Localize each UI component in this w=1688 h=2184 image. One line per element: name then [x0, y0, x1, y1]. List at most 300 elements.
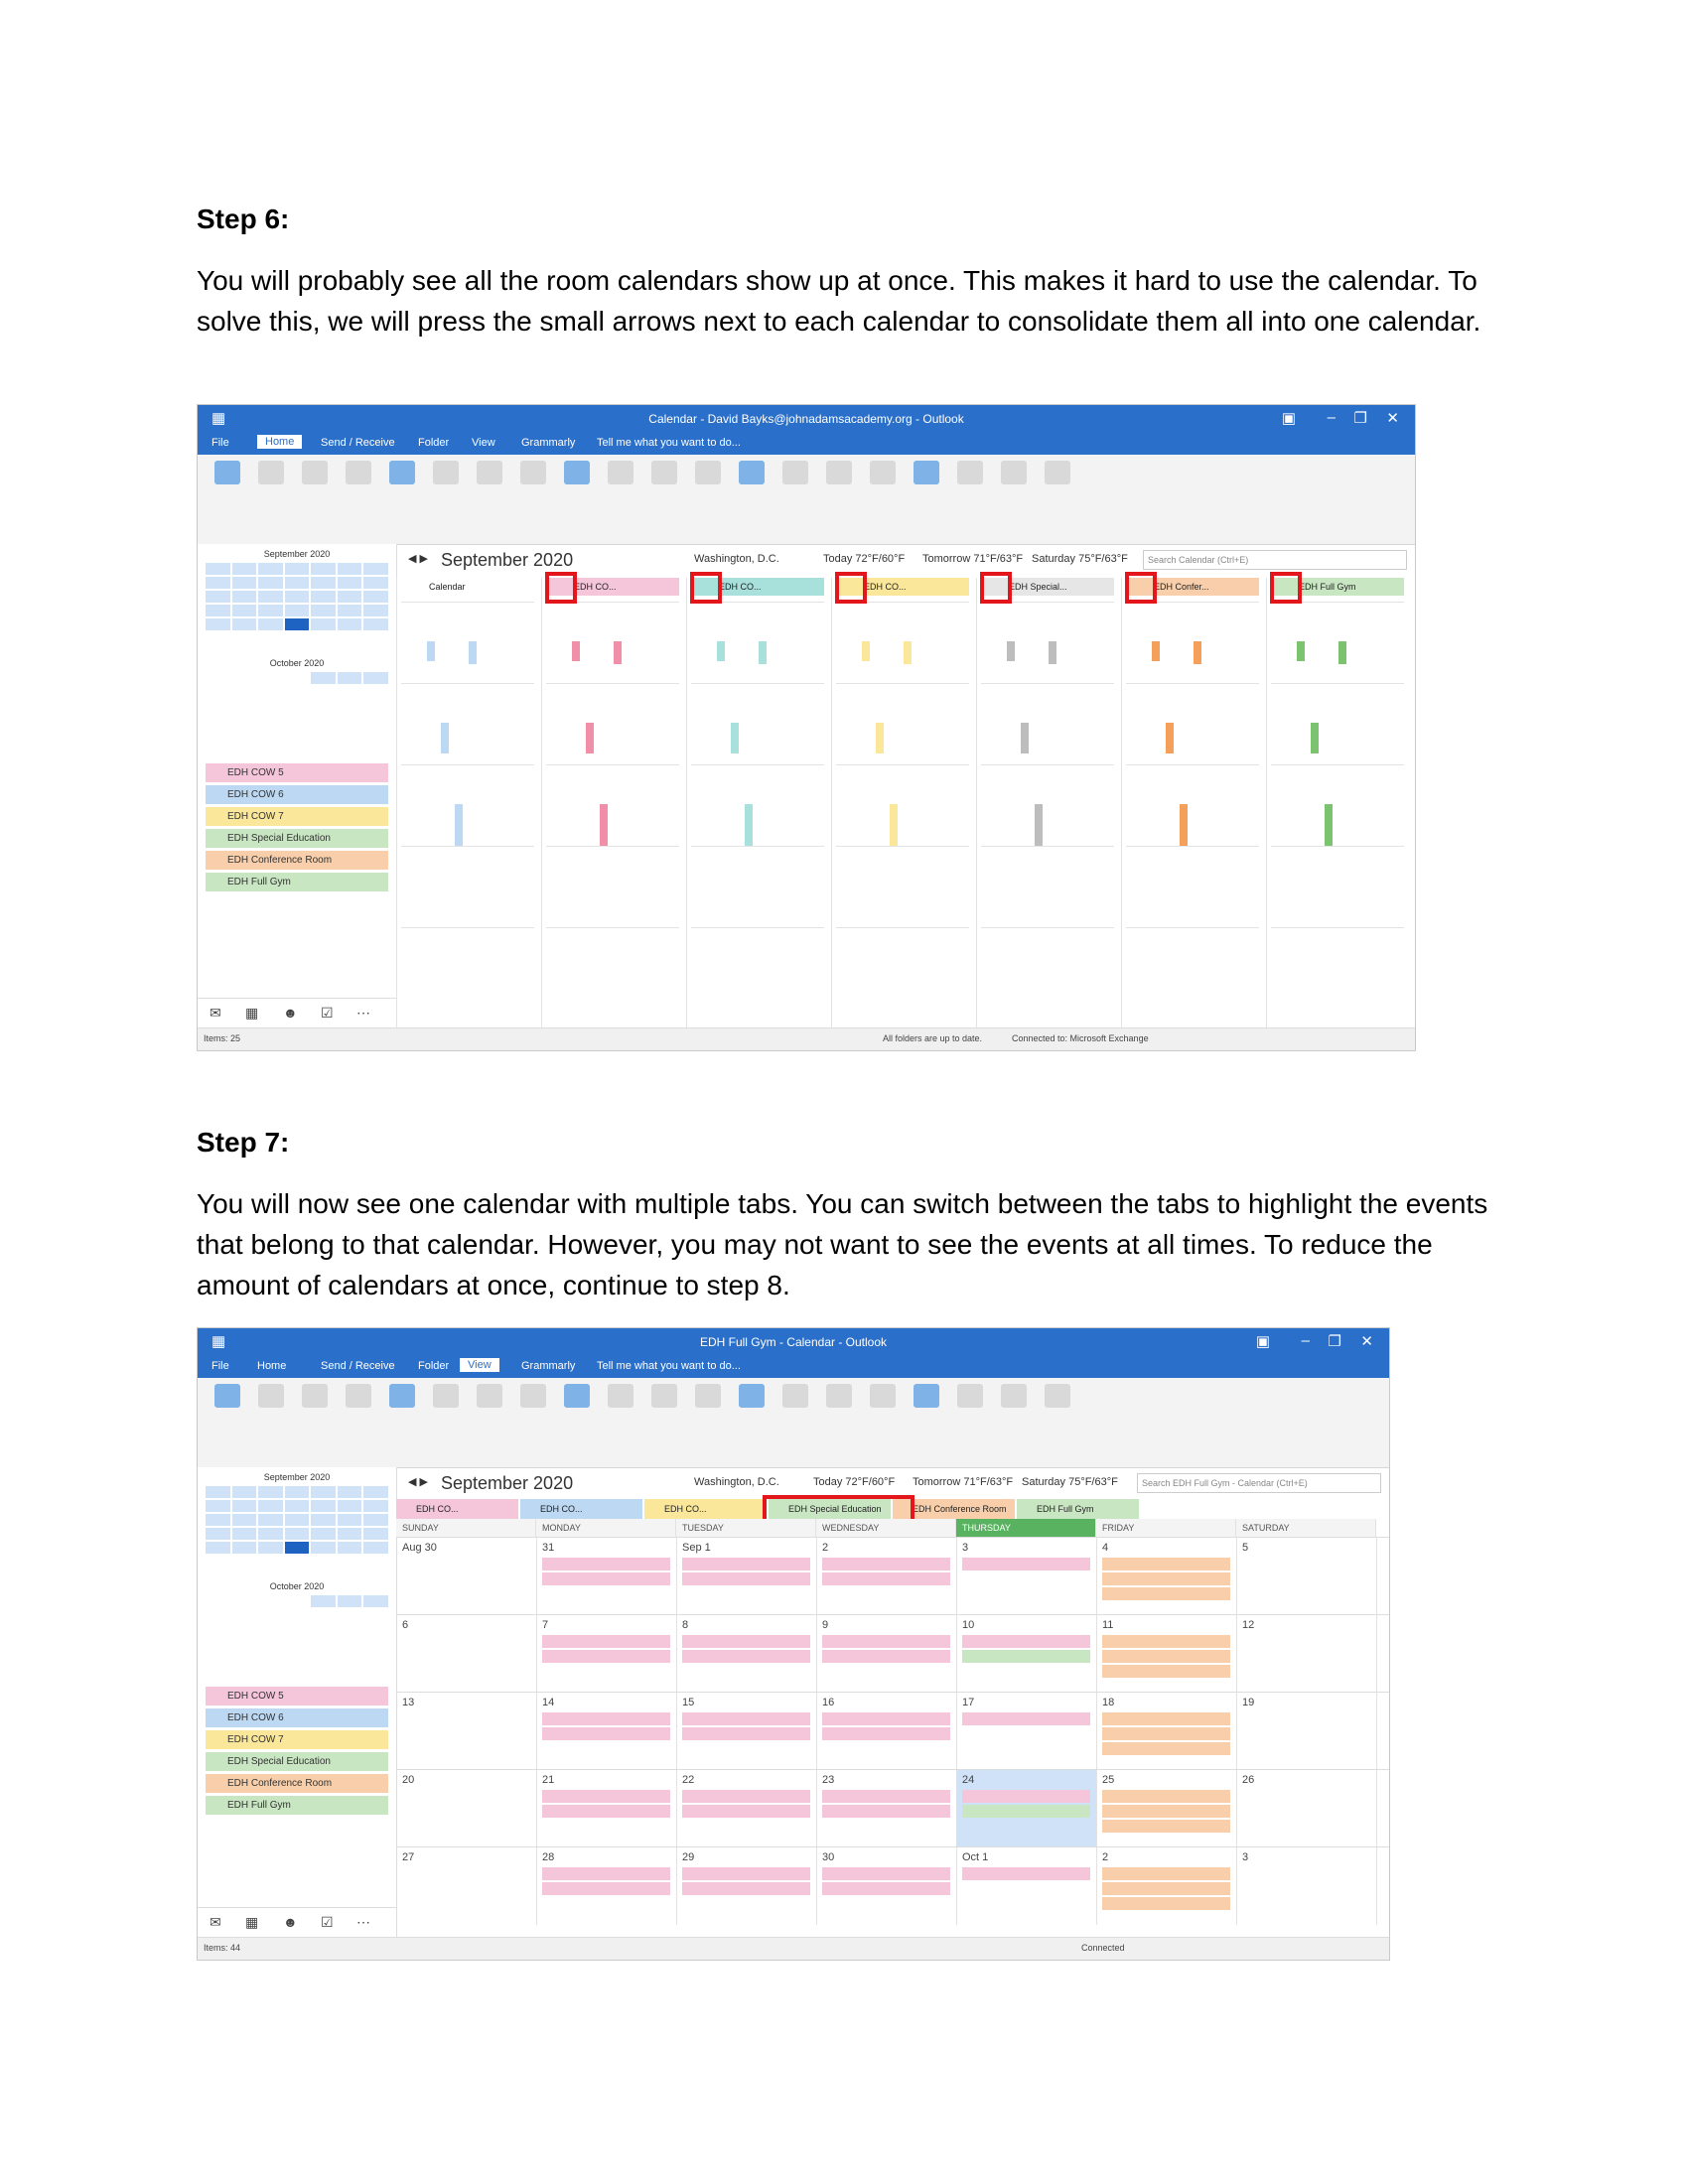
mini-day[interactable]: [258, 605, 283, 616]
restore-icon[interactable]: ❐: [1353, 410, 1367, 427]
calendar-event[interactable]: [1102, 1727, 1230, 1740]
mini-day[interactable]: [338, 591, 362, 603]
calendar-list-item[interactable]: EDH COW 7: [206, 807, 388, 826]
mini-day[interactable]: [363, 605, 388, 616]
day-cell[interactable]: [676, 1693, 817, 1770]
day-cell[interactable]: [536, 1770, 677, 1847]
event-bar[interactable]: [1021, 723, 1029, 753]
mini-day[interactable]: [206, 577, 230, 589]
mini-day[interactable]: [311, 700, 336, 712]
mini-day[interactable]: [311, 1665, 336, 1677]
event-bar[interactable]: [1035, 804, 1043, 846]
mini-day[interactable]: [338, 1665, 362, 1677]
mini-calendar-title-2[interactable]: October 2020: [269, 1581, 325, 1591]
ribbon-button[interactable]: [206, 1384, 249, 1411]
mini-day[interactable]: [258, 686, 283, 698]
day-cell[interactable]: [1096, 1615, 1237, 1693]
event-bar[interactable]: [862, 641, 870, 661]
calendar-event[interactable]: [1102, 1712, 1230, 1725]
day-cell[interactable]: [396, 1770, 537, 1847]
mini-day[interactable]: [363, 700, 388, 712]
calendar-tab[interactable]: EDH Confer...: [1126, 578, 1259, 596]
mini-day[interactable]: [285, 742, 310, 753]
calendar-event[interactable]: [682, 1882, 810, 1895]
mini-day[interactable]: [258, 1595, 283, 1607]
event-bar[interactable]: [745, 804, 753, 846]
calendar-event[interactable]: [822, 1805, 950, 1818]
day-cell[interactable]: [1096, 1693, 1237, 1770]
calendar-event[interactable]: [542, 1635, 670, 1648]
event-bar[interactable]: [441, 723, 449, 753]
tab-file[interactable]: File: [211, 1360, 229, 1372]
calendar-event[interactable]: [962, 1558, 1090, 1570]
ribbon-button[interactable]: [249, 1384, 293, 1411]
calendar-tab[interactable]: EDH Full Gym: [1017, 1499, 1139, 1519]
mini-day[interactable]: [206, 1528, 230, 1540]
ribbon-button[interactable]: [1036, 461, 1079, 487]
calendar-event[interactable]: [682, 1727, 810, 1740]
ribbon-button[interactable]: [686, 461, 730, 487]
mini-day[interactable]: [206, 728, 230, 740]
mini-day[interactable]: [311, 714, 336, 726]
mini-day[interactable]: [363, 1514, 388, 1526]
mini-day[interactable]: [232, 1486, 257, 1498]
calendar-event[interactable]: [542, 1712, 670, 1725]
calendar-event[interactable]: [1102, 1587, 1230, 1600]
ribbon-button[interactable]: [380, 461, 424, 487]
day-cell[interactable]: [1236, 1615, 1377, 1693]
mini-day[interactable]: [285, 618, 310, 630]
mini-day[interactable]: [232, 1514, 257, 1526]
event-bar[interactable]: [1311, 723, 1319, 753]
event-bar[interactable]: [600, 804, 608, 846]
day-cell[interactable]: [1236, 1693, 1377, 1770]
mini-day[interactable]: [363, 1500, 388, 1512]
mini-day[interactable]: [206, 742, 230, 753]
mini-day[interactable]: [338, 632, 362, 644]
calendar-event[interactable]: [822, 1867, 950, 1880]
day-cell[interactable]: [1236, 1770, 1377, 1847]
ribbon-button[interactable]: [774, 1384, 817, 1411]
mini-day[interactable]: [285, 577, 310, 589]
mini-calendar-2[interactable]: [206, 672, 388, 753]
calendar-event[interactable]: [1102, 1820, 1230, 1833]
mini-day[interactable]: [338, 700, 362, 712]
calendar-event[interactable]: [1102, 1882, 1230, 1895]
mini-calendar-1[interactable]: [206, 563, 388, 644]
calendar-tab[interactable]: EDH Conference Room: [893, 1499, 1015, 1519]
mini-day[interactable]: [258, 618, 283, 630]
ribbon-button[interactable]: [424, 461, 468, 487]
mini-day[interactable]: [285, 1500, 310, 1512]
mini-day[interactable]: [285, 605, 310, 616]
ribbon-button[interactable]: [948, 1384, 992, 1411]
ribbon-button[interactable]: [817, 461, 861, 487]
event-bar[interactable]: [614, 641, 622, 664]
calendar-tab[interactable]: EDH CO...: [520, 1499, 642, 1519]
ribbon-button[interactable]: [992, 1384, 1036, 1411]
mini-day[interactable]: [258, 1528, 283, 1540]
mini-day[interactable]: [338, 1595, 362, 1607]
event-bar[interactable]: [1049, 641, 1056, 664]
mini-day[interactable]: [311, 563, 336, 575]
mini-day[interactable]: [232, 1595, 257, 1607]
mini-day[interactable]: [363, 1595, 388, 1607]
mini-day[interactable]: [206, 1500, 230, 1512]
mini-day[interactable]: [363, 686, 388, 698]
mini-day[interactable]: [311, 618, 336, 630]
ribbon-button[interactable]: [686, 1384, 730, 1411]
ribbon-button[interactable]: [468, 461, 511, 487]
mini-day[interactable]: [285, 1651, 310, 1663]
calendar-event[interactable]: [822, 1558, 950, 1570]
mini-day[interactable]: [285, 700, 310, 712]
day-cell[interactable]: [676, 1847, 817, 1925]
tab-home[interactable]: Home: [257, 1360, 287, 1372]
mini-day[interactable]: [363, 1486, 388, 1498]
mini-day[interactable]: [338, 1542, 362, 1554]
mini-day[interactable]: [363, 577, 388, 589]
mini-day[interactable]: [363, 563, 388, 575]
ribbon-button[interactable]: [293, 461, 337, 487]
mini-day[interactable]: [285, 1665, 310, 1677]
mini-day[interactable]: [285, 1595, 310, 1607]
calendar-event[interactable]: [542, 1867, 670, 1880]
mini-day[interactable]: [338, 686, 362, 698]
mini-day[interactable]: [285, 672, 310, 684]
day-cell[interactable]: [956, 1538, 1097, 1615]
calendar-list-item[interactable]: EDH Conference Room: [206, 851, 388, 870]
day-cell[interactable]: [816, 1538, 957, 1615]
mini-day[interactable]: [232, 1500, 257, 1512]
mini-day[interactable]: [206, 714, 230, 726]
day-cell[interactable]: [816, 1615, 957, 1693]
mini-day[interactable]: [206, 591, 230, 603]
mini-day[interactable]: [338, 742, 362, 753]
tasks-icon[interactable]: ☑: [321, 1914, 334, 1930]
day-cell[interactable]: [396, 1538, 537, 1615]
mini-day[interactable]: [258, 1651, 283, 1663]
mini-day[interactable]: [232, 618, 257, 630]
calendar-list-item[interactable]: EDH Special Education: [206, 829, 388, 848]
calendar-list-item[interactable]: EDH COW 7: [206, 1730, 388, 1749]
day-cell[interactable]: [1096, 1538, 1237, 1615]
mini-day[interactable]: [338, 672, 362, 684]
mini-day[interactable]: [338, 1651, 362, 1663]
calendar-event[interactable]: [822, 1727, 950, 1740]
event-bar[interactable]: [731, 723, 739, 753]
mini-day[interactable]: [363, 632, 388, 644]
day-cell[interactable]: [396, 1847, 537, 1925]
day-cell[interactable]: [676, 1615, 817, 1693]
calendar-event[interactable]: [822, 1650, 950, 1663]
mini-day[interactable]: [338, 1500, 362, 1512]
calendar-list-item[interactable]: EDH Full Gym: [206, 1796, 388, 1815]
mini-day[interactable]: [338, 563, 362, 575]
ribbon-button[interactable]: [861, 461, 905, 487]
event-bar[interactable]: [469, 641, 477, 664]
calendar-event[interactable]: [542, 1790, 670, 1803]
ribbon-button[interactable]: [511, 1384, 555, 1411]
calendar-event[interactable]: [1102, 1790, 1230, 1803]
calendar-tab[interactable]: EDH CO...: [644, 1499, 767, 1519]
mini-day[interactable]: [338, 1637, 362, 1649]
calendar-tab[interactable]: EDH CO...: [546, 578, 679, 596]
calendar-event[interactable]: [962, 1867, 1090, 1880]
ribbon-button[interactable]: [992, 461, 1036, 487]
mini-day[interactable]: [285, 591, 310, 603]
day-cell[interactable]: [956, 1615, 1097, 1693]
mini-day[interactable]: [232, 672, 257, 684]
prev-next-arrows[interactable]: ◀ ▶: [408, 553, 428, 565]
mini-day[interactable]: [311, 605, 336, 616]
mini-day[interactable]: [338, 728, 362, 740]
mini-day[interactable]: [363, 618, 388, 630]
tab-grammarly[interactable]: Grammarly: [521, 437, 576, 449]
calendar-list-item[interactable]: EDH COW 6: [206, 785, 388, 804]
ribbon-button[interactable]: [948, 461, 992, 487]
mini-day[interactable]: [232, 700, 257, 712]
mini-day[interactable]: [285, 1609, 310, 1621]
ribbon-button[interactable]: [730, 1384, 774, 1411]
mini-day[interactable]: [311, 1609, 336, 1621]
calendar-icon[interactable]: ▦: [245, 1914, 259, 1930]
mini-day[interactable]: [258, 1514, 283, 1526]
mini-day[interactable]: [232, 1651, 257, 1663]
event-bar[interactable]: [1325, 804, 1333, 846]
mini-calendar-2[interactable]: [206, 1595, 388, 1677]
ribbon-button[interactable]: [730, 461, 774, 487]
mini-day[interactable]: [258, 728, 283, 740]
day-cell[interactable]: [816, 1693, 957, 1770]
mini-day[interactable]: [311, 728, 336, 740]
mini-day[interactable]: [206, 1542, 230, 1554]
mini-day[interactable]: [338, 1486, 362, 1498]
mini-day[interactable]: [311, 577, 336, 589]
mini-day[interactable]: [232, 1637, 257, 1649]
restore-icon[interactable]: ❐: [1328, 1333, 1341, 1350]
calendar-event[interactable]: [962, 1712, 1090, 1725]
mini-day[interactable]: [311, 1514, 336, 1526]
calendar-event[interactable]: [682, 1558, 810, 1570]
mini-day[interactable]: [258, 700, 283, 712]
mini-day[interactable]: [232, 714, 257, 726]
mail-icon[interactable]: ✉: [210, 1914, 221, 1930]
calendar-tab[interactable]: EDH Full Gym: [1271, 578, 1404, 596]
mini-day[interactable]: [363, 728, 388, 740]
calendar-event[interactable]: [1102, 1897, 1230, 1910]
calendar-tab[interactable]: EDH CO...: [691, 578, 824, 596]
mini-day[interactable]: [258, 563, 283, 575]
mini-day[interactable]: [363, 742, 388, 753]
mini-day[interactable]: [311, 1556, 336, 1568]
event-bar[interactable]: [1007, 641, 1015, 661]
mini-day[interactable]: [311, 742, 336, 753]
ribbon-button[interactable]: [642, 461, 686, 487]
event-bar[interactable]: [717, 641, 725, 661]
event-bar[interactable]: [1152, 641, 1160, 661]
calendar-event[interactable]: [1102, 1558, 1230, 1570]
event-bar[interactable]: [890, 804, 898, 846]
mini-day[interactable]: [206, 1623, 230, 1635]
mini-day[interactable]: [258, 1609, 283, 1621]
ribbon-button[interactable]: [555, 461, 599, 487]
day-cell[interactable]: [536, 1615, 677, 1693]
mini-day[interactable]: [206, 1595, 230, 1607]
mini-day[interactable]: [338, 1514, 362, 1526]
event-bar[interactable]: [904, 641, 912, 664]
tab-grammarly[interactable]: Grammarly: [521, 1360, 576, 1372]
mini-day[interactable]: [232, 686, 257, 698]
calendar-tab[interactable]: EDH Special...: [981, 578, 1114, 596]
mini-day[interactable]: [232, 577, 257, 589]
ribbon-display-icon[interactable]: ▣: [1281, 410, 1296, 427]
calendar-event[interactable]: [962, 1650, 1090, 1663]
day-cell[interactable]: [816, 1847, 957, 1925]
mini-day[interactable]: [232, 1556, 257, 1568]
mini-day[interactable]: [258, 1556, 283, 1568]
calendar-list-item[interactable]: EDH Full Gym: [206, 873, 388, 891]
calendar-event[interactable]: [682, 1650, 810, 1663]
ribbon-button[interactable]: [642, 1384, 686, 1411]
event-bar[interactable]: [1297, 641, 1305, 661]
mini-day[interactable]: [338, 1528, 362, 1540]
calendar-event[interactable]: [682, 1805, 810, 1818]
day-cell[interactable]: [536, 1538, 677, 1615]
calendar-tab[interactable]: EDH CO...: [836, 578, 969, 596]
mini-day[interactable]: [206, 1609, 230, 1621]
event-bar[interactable]: [1194, 641, 1201, 664]
calendar-event[interactable]: [682, 1635, 810, 1648]
calendar-list-item[interactable]: EDH COW 5: [206, 763, 388, 782]
day-cell[interactable]: [676, 1770, 817, 1847]
calendar-event[interactable]: [822, 1572, 950, 1585]
mini-day[interactable]: [232, 563, 257, 575]
mini-day[interactable]: [285, 686, 310, 698]
more-icon[interactable]: ⋯: [356, 1005, 370, 1021]
mini-day[interactable]: [258, 577, 283, 589]
mini-day[interactable]: [258, 1623, 283, 1635]
calendar-event[interactable]: [1102, 1665, 1230, 1678]
event-bar[interactable]: [1166, 723, 1174, 753]
calendar-list-item[interactable]: EDH COW 5: [206, 1687, 388, 1706]
mini-day[interactable]: [285, 632, 310, 644]
tab-view[interactable]: View: [460, 1358, 499, 1372]
calendar-event[interactable]: [822, 1712, 950, 1725]
prev-next-arrows[interactable]: ◀ ▶: [408, 1476, 428, 1488]
calendar-event[interactable]: [962, 1635, 1090, 1648]
day-cell[interactable]: [956, 1693, 1097, 1770]
day-cell[interactable]: [956, 1847, 1097, 1925]
mini-day[interactable]: [258, 672, 283, 684]
mini-day[interactable]: [311, 591, 336, 603]
ribbon-button[interactable]: [206, 461, 249, 487]
day-cell[interactable]: [816, 1770, 957, 1847]
day-cell[interactable]: [956, 1770, 1097, 1847]
mini-day[interactable]: [206, 1637, 230, 1649]
mini-day[interactable]: [338, 1556, 362, 1568]
mini-calendar-title-1[interactable]: September 2020: [263, 549, 331, 559]
calendar-event[interactable]: [1102, 1742, 1230, 1755]
calendar-event[interactable]: [962, 1805, 1090, 1818]
mini-day[interactable]: [285, 1486, 310, 1498]
calendar-tab[interactable]: Calendar: [401, 578, 534, 596]
mini-day[interactable]: [363, 1623, 388, 1635]
mini-day[interactable]: [363, 1609, 388, 1621]
mini-day[interactable]: [285, 1542, 310, 1554]
mini-day[interactable]: [311, 1595, 336, 1607]
close-icon[interactable]: ✕: [1386, 410, 1399, 427]
event-bar[interactable]: [876, 723, 884, 753]
mini-day[interactable]: [206, 1665, 230, 1677]
tab-home[interactable]: Home: [257, 435, 302, 449]
search-input[interactable]: Search Calendar (Ctrl+E): [1143, 550, 1407, 570]
mini-day[interactable]: [311, 672, 336, 684]
mini-day[interactable]: [311, 1637, 336, 1649]
mini-day[interactable]: [232, 1623, 257, 1635]
mini-day[interactable]: [206, 563, 230, 575]
mini-day[interactable]: [206, 632, 230, 644]
calendar-event[interactable]: [682, 1867, 810, 1880]
mini-day[interactable]: [363, 1528, 388, 1540]
ribbon-button[interactable]: [599, 1384, 642, 1411]
calendar-event[interactable]: [542, 1882, 670, 1895]
mini-day[interactable]: [258, 591, 283, 603]
calendar-tab[interactable]: EDH CO...: [396, 1499, 518, 1519]
calendar-list-item[interactable]: EDH Conference Room: [206, 1774, 388, 1793]
mini-day[interactable]: [363, 1542, 388, 1554]
day-cell[interactable]: [1096, 1770, 1237, 1847]
mini-day[interactable]: [232, 1665, 257, 1677]
mini-day[interactable]: [232, 1542, 257, 1554]
ribbon-button[interactable]: [468, 1384, 511, 1411]
mini-day[interactable]: [285, 1514, 310, 1526]
mini-day[interactable]: [206, 700, 230, 712]
calendar-event[interactable]: [682, 1712, 810, 1725]
ribbon-display-icon[interactable]: ▣: [1255, 1333, 1270, 1350]
mini-day[interactable]: [338, 618, 362, 630]
mini-day[interactable]: [311, 1528, 336, 1540]
mini-day[interactable]: [285, 1528, 310, 1540]
ribbon-button[interactable]: [555, 1384, 599, 1411]
mini-day[interactable]: [232, 605, 257, 616]
event-bar[interactable]: [1180, 804, 1188, 846]
calendar-event[interactable]: [822, 1790, 950, 1803]
ribbon-button[interactable]: [1036, 1384, 1079, 1411]
calendar-event[interactable]: [1102, 1572, 1230, 1585]
mini-day[interactable]: [311, 632, 336, 644]
ribbon-button[interactable]: [905, 461, 948, 487]
day-cell[interactable]: [536, 1693, 677, 1770]
calendar-event[interactable]: [1102, 1805, 1230, 1818]
mini-day[interactable]: [258, 714, 283, 726]
minimize-icon[interactable]: –: [1327, 409, 1336, 426]
tab-file[interactable]: File: [211, 437, 229, 449]
mail-icon[interactable]: ✉: [210, 1005, 221, 1021]
mini-day[interactable]: [363, 591, 388, 603]
mini-day[interactable]: [285, 1556, 310, 1568]
calendar-list-item[interactable]: EDH Special Education: [206, 1752, 388, 1771]
mini-calendar-title-1[interactable]: September 2020: [263, 1472, 331, 1482]
mini-day[interactable]: [311, 1623, 336, 1635]
event-bar[interactable]: [427, 641, 435, 661]
day-cell[interactable]: [1096, 1847, 1237, 1925]
mini-day[interactable]: [338, 1609, 362, 1621]
ribbon-button[interactable]: [337, 461, 380, 487]
mini-day[interactable]: [206, 605, 230, 616]
day-cell[interactable]: [396, 1615, 537, 1693]
event-bar[interactable]: [586, 723, 594, 753]
